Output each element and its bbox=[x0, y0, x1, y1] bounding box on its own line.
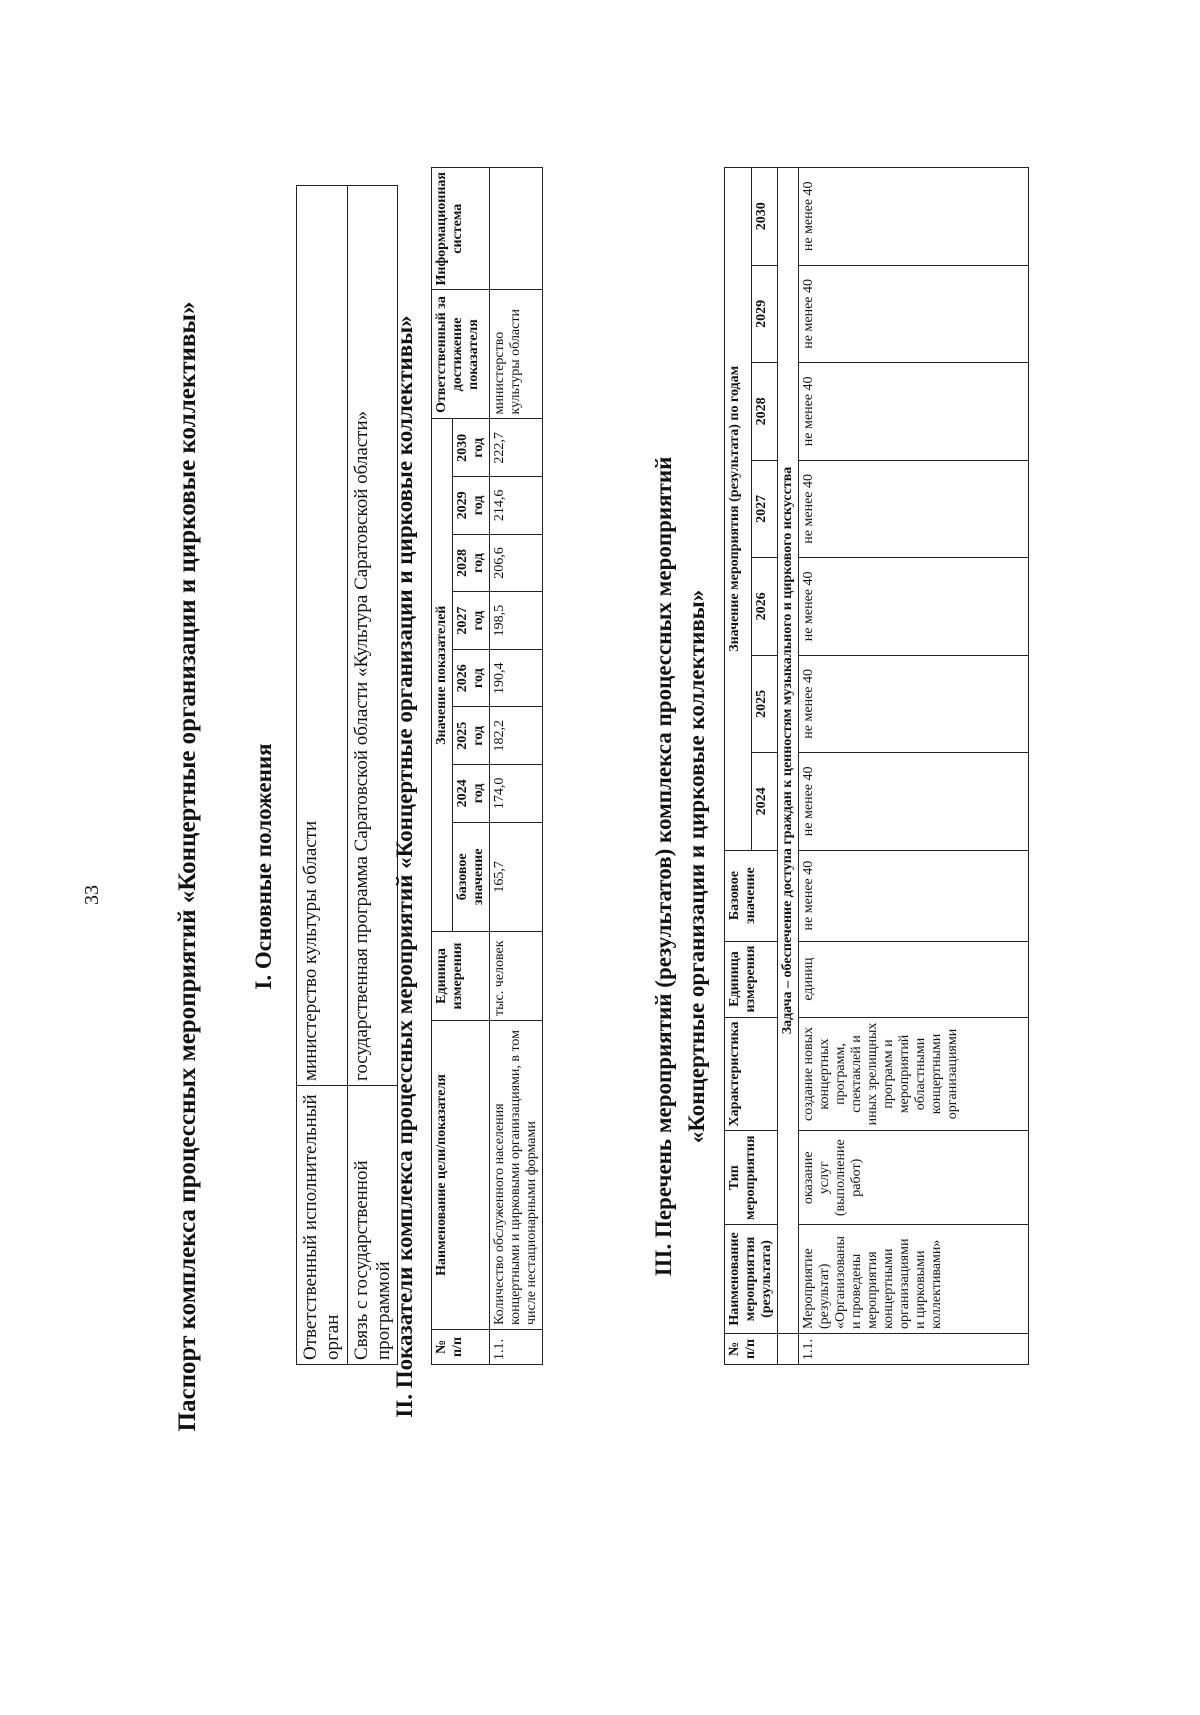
cell-unit: единиц bbox=[799, 941, 1029, 1017]
col-2026: 2026 bbox=[751, 558, 778, 656]
col-num: № п/п bbox=[725, 1334, 778, 1365]
table-row bbox=[297, 186, 348, 1365]
col-base: базовое значение bbox=[453, 822, 490, 931]
cell-2030: 222,7 bbox=[490, 419, 543, 477]
cell-2027: не менее 40 bbox=[799, 460, 1029, 558]
table-row bbox=[490, 168, 543, 1365]
cell-empty bbox=[778, 1334, 799, 1365]
section-3-heading-line2: «Концертные организации и цирковые коллективы» bbox=[684, 589, 709, 1144]
col-infosys: Информационная система bbox=[432, 168, 490, 291]
col-2028: 2028 год bbox=[453, 534, 490, 592]
col-values: Значение мероприятия (результата) по годам bbox=[725, 168, 752, 851]
col-unit: Единица измерения bbox=[432, 932, 490, 1021]
cell-2026: 190,4 bbox=[490, 649, 543, 707]
cell-2024: не менее 40 bbox=[799, 753, 1029, 851]
document-title: Паспорт комплекса процессных мероприятий «Концертные организации и цирковые коллективы» bbox=[174, 301, 201, 1432]
col-2027: 2027 год bbox=[453, 592, 490, 650]
section-3-heading-line1: III. Перечень мероприятий (результатов) комплекса процессных мероприятий bbox=[651, 456, 676, 1277]
col-2025: 2025 год bbox=[453, 707, 490, 765]
cell-2030: не менее 40 bbox=[799, 168, 1029, 266]
col-2030: 2030 год bbox=[453, 419, 490, 477]
cell-name: Количество обслуженного населения концертными и цирковыми организациями, в том числе нестационарными формами bbox=[490, 1021, 543, 1330]
cell-type: оказание услуг (выполнение работ) bbox=[799, 1131, 1029, 1225]
cell-2024: 174,0 bbox=[490, 765, 543, 823]
page-number: 33 bbox=[81, 885, 103, 905]
col-name: Наименование цели/показателя bbox=[432, 1021, 490, 1330]
cell-name: Мероприятие (результат) «Организованы и проведены мероприятия концертными организациями и цирковыми коллективами» bbox=[799, 1225, 1029, 1334]
col-2024: 2024 bbox=[751, 753, 778, 851]
table-header-row bbox=[432, 168, 453, 1365]
indicators-table bbox=[431, 167, 543, 1365]
cell-2026: не менее 40 bbox=[799, 558, 1029, 656]
responsible-body-label: Ответственный исполнительный орган bbox=[297, 1086, 348, 1365]
col-2028: 2028 bbox=[751, 363, 778, 461]
col-2029: 2029 bbox=[751, 265, 778, 363]
cell-base: 165,7 bbox=[490, 822, 543, 931]
cell-base: не менее 40 bbox=[799, 850, 1029, 941]
cell-2029: не менее 40 bbox=[799, 265, 1029, 363]
col-char: Характеристика bbox=[725, 1017, 778, 1131]
task-row: Задача – обеспечение доступа граждан к ценностям музыкального и циркового искусства bbox=[778, 168, 799, 1334]
col-type: Тип мероприятия bbox=[725, 1131, 778, 1225]
col-base: Базовое значение bbox=[725, 850, 778, 941]
cell-num: 1.1. bbox=[799, 1334, 1029, 1365]
cell-2029: 214,6 bbox=[490, 477, 543, 535]
col-2024: 2024 год bbox=[453, 765, 490, 823]
cell-infosys bbox=[490, 168, 543, 291]
events-table bbox=[724, 167, 1029, 1365]
cell-2025: 182,2 bbox=[490, 707, 543, 765]
cell-2027: 198,5 bbox=[490, 592, 543, 650]
table-row bbox=[778, 168, 799, 1365]
cell-2028: 206,6 bbox=[490, 534, 543, 592]
col-responsible: Ответственный за достижение показателя bbox=[432, 290, 490, 419]
basic-provisions-table bbox=[296, 185, 398, 1365]
col-values: Значение показателей bbox=[432, 419, 453, 932]
program-link-value: государственная программа Саратовской области «Культура Саратовской области» bbox=[347, 186, 398, 1086]
table-row bbox=[799, 168, 1029, 1365]
col-2026: 2026 год bbox=[453, 649, 490, 707]
cell-2028: не менее 40 bbox=[799, 363, 1029, 461]
section-2-heading: II. Показатели комплекса процессных мероприятий «Концертные организации и цирковые коллективы» bbox=[392, 315, 417, 1418]
col-unit: Единица измерения bbox=[725, 941, 778, 1017]
col-2027: 2027 bbox=[751, 460, 778, 558]
responsible-body-value: министерство культуры области bbox=[297, 186, 348, 1086]
table-header-row bbox=[725, 168, 752, 1365]
col-name: Наименование мероприятия (результата) bbox=[725, 1225, 778, 1334]
program-link-label: Связь с государственной программой bbox=[347, 1086, 398, 1365]
col-2029: 2029 год bbox=[453, 477, 490, 535]
cell-unit: тыс. человек bbox=[490, 932, 543, 1021]
col-2025: 2025 bbox=[751, 655, 778, 753]
table-row bbox=[347, 186, 398, 1365]
cell-2025: не менее 40 bbox=[799, 655, 1029, 753]
col-num: № п/п bbox=[432, 1330, 490, 1365]
cell-responsible: министерство культуры области bbox=[490, 290, 543, 419]
section-1-heading: I. Основные положения bbox=[251, 743, 276, 990]
col-2030: 2030 bbox=[751, 168, 778, 266]
document-page bbox=[0, 18, 1176, 1715]
cell-num: 1.1. bbox=[490, 1330, 543, 1365]
cell-char: создание новых концертных программ, спектаклей и иных зрелищных программ и мероприятий областными концертными организациями bbox=[799, 1017, 1029, 1131]
